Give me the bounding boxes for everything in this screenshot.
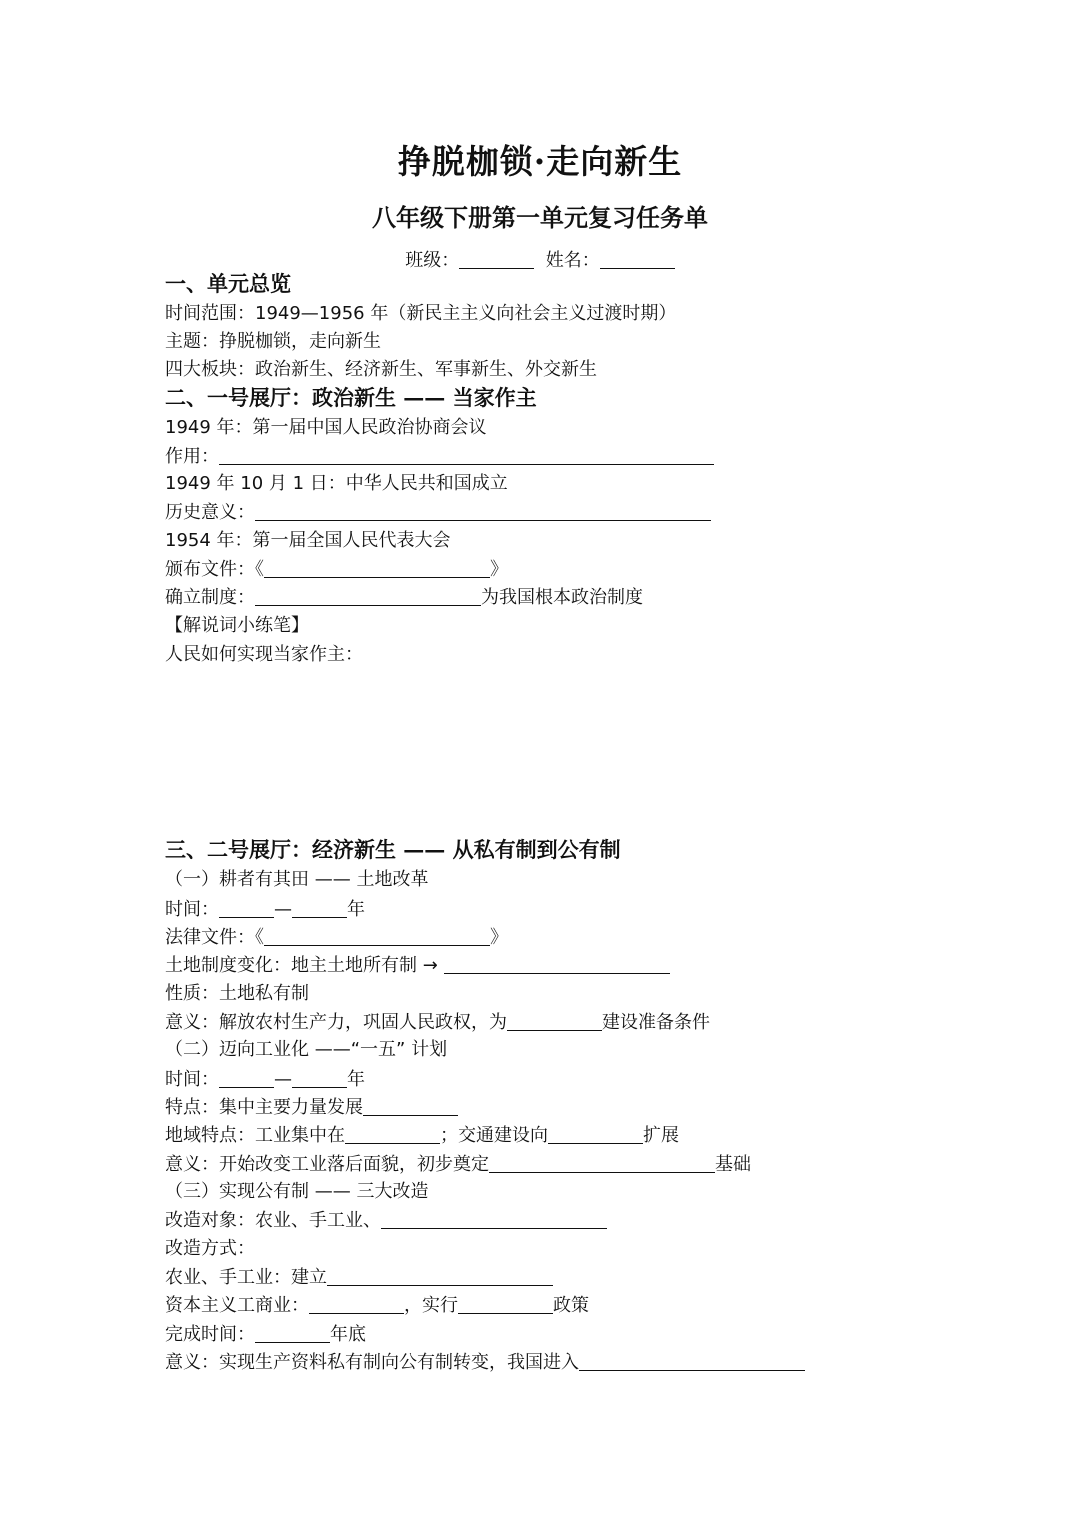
region-a: 地域特点：工业集中在 [165,1125,345,1146]
page-title: 挣脱枷锁·走向新生 [397,142,683,181]
own-meaning-blank[interactable] [579,1350,805,1371]
doc-label: 颁布文件：《 [165,559,264,580]
cap-b: ，实行 [404,1295,458,1316]
own-meaning-label: 意义：实现生产资料私有制向公有制转变，我国进入 [165,1352,579,1373]
region-blank-2[interactable] [548,1123,643,1144]
dash: — [274,899,292,920]
law-line [165,925,508,950]
role-blank[interactable] [219,444,714,465]
dash: — [274,1069,292,1090]
nature-line: 性质：土地私有制 [165,983,309,1004]
land-start-blank[interactable] [219,897,274,918]
land-change-line [165,953,670,978]
role-label: 作用： [165,446,219,467]
region-blank-1[interactable] [345,1123,440,1144]
cap-c: 政策 [553,1295,589,1316]
agri-line [165,1265,553,1290]
done-blank[interactable] [255,1322,330,1343]
land-meaning-a: 意义：解放农村生产力，巩固人民政权，为 [165,1012,507,1033]
agri-label: 农业、手工业：建立 [165,1267,327,1288]
section2-heading: 二、一号展厅：政治新生 —— 当家作主 [165,385,537,410]
cap-a: 资本主义工商业： [165,1295,309,1316]
land-meaning-b: 建设准备条件 [602,1012,710,1033]
practice-question: 人民如何实现当家作主： [165,644,363,665]
cap-blank-2[interactable] [458,1293,553,1314]
done-line [165,1322,366,1347]
cap-blank-1[interactable] [309,1293,404,1314]
industrialization-heading: （二）迈向工业化 ——“一五” 计划 [165,1039,448,1060]
land-change-label: 土地制度变化：地主土地所有制 → [165,955,438,976]
land-meaning-line [165,1010,710,1035]
time-range: 时间范围：1949—1956 年（新民主主义向社会主义过渡时期） [165,303,677,324]
done-suffix: 年底 [330,1324,366,1345]
four-blocks: 四大板块：政治新生、经济新生、军事新生、外交新生 [165,359,597,380]
ind-time-line [165,1067,365,1092]
npc-line: 1954 年：第一届全国人民代表大会 [165,530,451,551]
class-name-line [0,246,1080,272]
region-line [165,1123,679,1148]
name-label: 姓名： [545,250,600,271]
system-label: 确立制度： [165,587,255,608]
ind-meaning-a: 意义：开始改变工业落后面貌，初步奠定 [165,1154,489,1175]
ind-meaning-line [165,1152,751,1177]
cppcc-line: 1949 年：第一届中国人民政治协商会议 [165,417,487,438]
significance-blank[interactable] [255,500,711,521]
class-label: 班级： [405,250,460,271]
feature-blank[interactable] [363,1095,458,1116]
targets-line [165,1208,607,1233]
time-label: 时间： [165,899,219,920]
ind-meaning-blank[interactable] [489,1152,715,1173]
system-blank[interactable] [255,585,481,606]
doc-blank[interactable] [264,557,490,578]
role-line [165,444,714,469]
law-label: 法律文件：《 [165,927,264,948]
land-end-blank[interactable] [292,897,347,918]
prc-line: 1949 年 10 月 1 日：中华人民共和国成立 [165,473,508,494]
document-line [165,557,508,582]
section1-heading: 一、单元总览 [165,271,291,296]
law-close: 》 [490,927,508,948]
own-meaning-line [165,1350,805,1375]
land-time-line [165,897,365,922]
feature-label: 特点：集中主要力量发展 [165,1097,363,1118]
significance-label: 历史意义： [165,502,255,523]
ownership-heading: （三）实现公有制 —— 三大改造 [165,1181,429,1202]
region-b: ；交通建设向 [440,1125,548,1146]
ind-start-blank[interactable] [219,1067,274,1088]
doc-close: 》 [490,559,508,580]
region-c: 扩展 [643,1125,679,1146]
feature-line [165,1095,458,1120]
targets-label: 改造对象：农业、手工业、 [165,1210,381,1231]
land-meaning-blank[interactable] [507,1010,602,1031]
year-label: 年 [347,1069,365,1090]
system-suffix: 为我国根本政治制度 [481,587,643,608]
class-blank[interactable] [459,248,534,269]
time-label: 时间： [165,1069,219,1090]
ind-end-blank[interactable] [292,1067,347,1088]
land-reform-heading: （一）耕者有其田 —— 土地改革 [165,869,429,890]
ind-meaning-b: 基础 [715,1154,751,1175]
section3-heading: 三、二号展厅：经济新生 —— 从私有制到公有制 [165,837,621,862]
theme: 主题：挣脱枷锁，走向新生 [165,331,381,352]
methods-line: 改造方式： [165,1238,255,1259]
land-change-blank[interactable] [444,953,670,974]
capitalist-line [165,1293,589,1318]
done-label: 完成时间： [165,1324,255,1345]
agri-blank[interactable] [327,1265,553,1286]
system-line [165,585,643,610]
practice-heading: 【解说词小练笔】 [165,615,309,636]
name-blank[interactable] [600,248,675,269]
year-label: 年 [347,899,365,920]
targets-blank[interactable] [381,1208,607,1229]
page-subtitle: 八年级下册第一单元复习任务单 [372,203,708,232]
significance-line [165,500,711,525]
law-blank[interactable] [264,925,490,946]
